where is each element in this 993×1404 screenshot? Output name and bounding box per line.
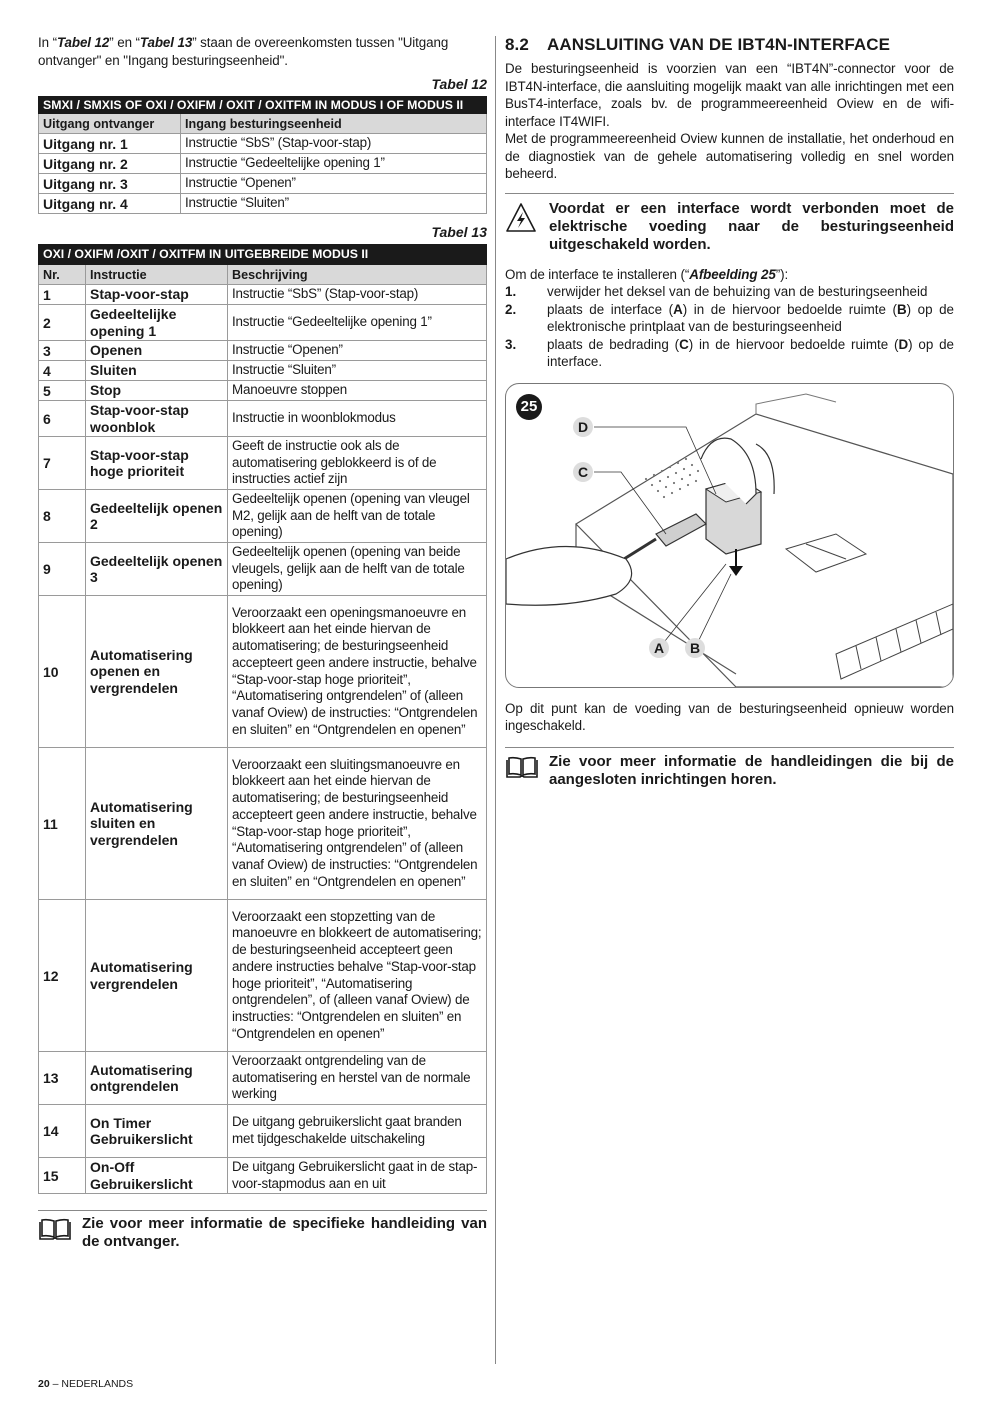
- install-step-text-part: ) in de hiervoor bedoelde ruimte (: [682, 301, 897, 317]
- table-row: [39, 1158, 487, 1194]
- table-row: [39, 305, 487, 341]
- table13-instruction-cell: Stap-voor-stap hoge prioriteit: [86, 437, 228, 490]
- table13-instruction-cell: Stap-voor-stap woonblok: [86, 401, 228, 437]
- page-footer: [38, 1378, 133, 1390]
- install-step-key-letter: A: [673, 301, 683, 317]
- table13-description-cell: Veroorzaakt een openingsmanoeuvre en blokkeert aan het einde hiervan de automatisering; de besturingseenheid accepteert geen andere instructie, behalve “Stap-voor-stap hoge prioriteit”, “Automatisering ontgrendelen” of (alleen vanaf Oview) de instructies: “Ontgrendelen en sluiten” en “Ontgrendelen en openen”: [228, 596, 487, 748]
- table12-output-cell: Uitgang nr. 4: [39, 194, 181, 214]
- table13-instruction-cell: Automatisering vergrendelen: [86, 900, 228, 1052]
- table13-header-instruction: Instructie: [86, 265, 228, 285]
- install-steps: [505, 283, 954, 371]
- table13-description-cell: Manoeuvre stoppen: [228, 381, 487, 401]
- table13-description-cell: Veroorzaakt een stopzetting van de manoeuvre en blokkeert de automatisering; de besturingseenheid accepteert geen andere instructies behalve “Stap-voor-stap hoge prioriteit”, “Automatisering ontgrendelen”, of (alleen vanaf Oview) de instructies: “Ontgrendelen en sluiten” en “Ontgrendelen en openen”: [228, 900, 487, 1052]
- table13-reference: Tabel 13: [139, 35, 193, 50]
- install-step-key-letter: B: [896, 301, 907, 317]
- install-step-text-part: ) in de hiervoor bedoelde ruimte (: [688, 336, 899, 352]
- table13-nr-cell: 14: [39, 1105, 86, 1158]
- table13-nr-cell: 7: [39, 437, 86, 490]
- table13-instruction-cell: Sluiten: [86, 361, 228, 381]
- intro-paragraph: [38, 34, 487, 70]
- book-icon: [505, 753, 541, 789]
- left-column: [38, 34, 487, 1251]
- table12-reference: Tabel 12: [56, 35, 110, 50]
- table13-instruction-cell: Gedeeltelijk openen 3: [86, 543, 228, 596]
- note-left: [38, 1210, 487, 1251]
- warning-note: [505, 193, 954, 254]
- table13: [38, 244, 487, 1194]
- install-step: [505, 283, 954, 301]
- install-step-key-letter: C: [679, 336, 689, 352]
- table13-nr-cell: 8: [39, 490, 86, 543]
- table-row: [39, 341, 487, 361]
- figure-label-b: B: [685, 638, 705, 658]
- section-number: 8.2: [505, 35, 529, 54]
- table12-output-cell: Uitgang nr. 1: [39, 134, 181, 154]
- install-step: [505, 336, 954, 371]
- table-row: [39, 194, 487, 214]
- intro-text: ” en “: [109, 35, 140, 50]
- table13-instruction-cell: Automatisering openen en vergrendelen: [86, 596, 228, 748]
- table-row: [39, 401, 487, 437]
- figure-label-a: A: [649, 638, 669, 658]
- table-row: [39, 1052, 487, 1105]
- install-lead-text: ”):: [775, 266, 789, 282]
- install-lead-text: Om de interface te installeren (“: [505, 266, 690, 282]
- figure-25: [505, 383, 954, 688]
- column-divider: [495, 36, 496, 1364]
- table12-input-cell: Instructie “Openen”: [181, 174, 487, 194]
- intro-text: ” staan de overeenkomsten tussen "Uitgang ontvanger" en "Ingang besturingseenheid".: [38, 35, 449, 68]
- table-row: [39, 490, 487, 543]
- table13-description-cell: De uitgang Gebruikerslicht gaat in de stap-voor-stapmodus aan en uit: [228, 1158, 487, 1194]
- table13-instruction-cell: Openen: [86, 341, 228, 361]
- table13-description-cell: Instructie “Sluiten”: [228, 361, 487, 381]
- install-step-text-part: ) op de elektronische printplaat van de besturingseenheid: [547, 301, 954, 334]
- figure-number-badge: 25: [516, 394, 542, 420]
- table13-instruction-cell: Gedeeltelijke opening 1: [86, 305, 228, 341]
- table12-header-input: Ingang besturingseenheid: [181, 114, 487, 134]
- note-right-text: Zie voor meer informatie de handleidingen die bij de aangesloten inrichtingen horen.: [549, 752, 954, 788]
- right-column: [505, 34, 954, 789]
- install-step: [505, 301, 954, 336]
- install-step-number: 3.: [505, 336, 517, 352]
- table-row: [39, 543, 487, 596]
- install-step-number: 1.: [505, 284, 517, 299]
- install-step-number: 2.: [505, 301, 517, 317]
- install-step-text: [547, 336, 954, 371]
- intro-text: In “: [38, 35, 57, 50]
- table-row: [39, 154, 487, 174]
- note-right: [505, 747, 954, 789]
- table13-description-cell: Instructie in woonblokmodus: [228, 401, 487, 437]
- table13-nr-cell: 12: [39, 900, 86, 1052]
- table13-instruction-cell: Gedeeltelijk openen 2: [86, 490, 228, 543]
- section-paragraph-1: De besturingseenheid is voorzien van een “IBT4N”-connector voor de IBT4N-interface, die aansluiting mogelijk maakt van alle inrichtingen met een BusT4-interface, zoals bv. de programmeereenheid Oview en de wifi-interface IT4WIFI.: [505, 61, 954, 129]
- footer-language: NEDERLANDS: [61, 1378, 134, 1390]
- warning-lightning-icon: [505, 200, 541, 254]
- table-row: [39, 596, 487, 748]
- footer-separator: –: [49, 1378, 62, 1390]
- table13-description-cell: Gedeeltelijk openen (opening van beide vleugels, gelijk aan de helft van de totale opening): [228, 543, 487, 596]
- table13-instruction-cell: Stop: [86, 381, 228, 401]
- table12-output-cell: Uitgang nr. 2: [39, 154, 181, 174]
- figure-label-c: C: [573, 462, 593, 482]
- table13-description-cell: Instructie “SbS” (Stap-voor-stap): [228, 285, 487, 305]
- section-title: AANSLUITING VAN DE IBT4N-INTERFACE: [547, 35, 891, 54]
- table13-nr-cell: 11: [39, 748, 86, 900]
- page-number: 20: [38, 1378, 50, 1390]
- install-step-text: [547, 301, 954, 336]
- table13-description-cell: Instructie “Gedeeltelijke opening 1”: [228, 305, 487, 341]
- table13-nr-cell: 5: [39, 381, 86, 401]
- figure-label-d: D: [573, 417, 593, 437]
- table13-nr-cell: 13: [39, 1052, 86, 1105]
- section-paragraph-2: Met de programmeereenheid Oview kunnen de installatie, het onderhoud en de diagnostiek van de gehele automatisering volledig en snel worden beheerd.: [505, 131, 954, 181]
- table13-description-cell: De uitgang gebruikerslicht gaat branden met tijdgeschakelde uitschakeling: [228, 1105, 487, 1158]
- section-heading: [505, 34, 954, 56]
- install-step-text: [547, 283, 954, 301]
- table12-title: SMXI / SMXIS OF OXI / OXIFM / OXIT / OXITFM IN MODUS I OF MODUS II: [39, 97, 487, 114]
- table13-nr-cell: 2: [39, 305, 86, 341]
- table13-instruction-cell: Stap-voor-stap: [86, 285, 228, 305]
- table-row: [39, 285, 487, 305]
- table13-title: OXI / OXIFM /OXIT / OXITFM IN UITGEBREIDE MODUS II: [39, 245, 487, 265]
- table13-nr-cell: 15: [39, 1158, 86, 1194]
- table13-nr-cell: 10: [39, 596, 86, 748]
- table13-caption: Tabel 13: [431, 224, 487, 240]
- install-lead: [505, 266, 954, 284]
- table13-description-cell: Gedeeltelijk openen (opening van vleugel M2, gelijk aan de helft van de totale opening): [228, 490, 487, 543]
- table13-nr-cell: 1: [39, 285, 86, 305]
- table-row: [39, 134, 487, 154]
- figure-reference: Afbeelding 25: [689, 266, 776, 282]
- table12-input-cell: Instructie “Gedeeltelijke opening 1”: [181, 154, 487, 174]
- table13-description-cell: Instructie “Openen”: [228, 341, 487, 361]
- table-row: [39, 1105, 487, 1158]
- install-step-text-part: ) op de interface.: [547, 336, 954, 369]
- table13-nr-cell: 9: [39, 543, 86, 596]
- install-step-text-part: plaats de interface (: [547, 301, 674, 317]
- warning-text: Voordat er een interface wordt verbonden moet de elektrische voeding naar de besturingseenheid uitgeschakeld worden.: [549, 199, 954, 253]
- table-row: [39, 900, 487, 1052]
- table13-description-cell: Geeft de instructie ook als de automatisering geblokkeerd is of de instructies actief zijn: [228, 437, 487, 490]
- table12-output-cell: Uitgang nr. 3: [39, 174, 181, 194]
- table13-nr-cell: 6: [39, 401, 86, 437]
- install-step-key-letter: D: [898, 336, 909, 352]
- table-row: [39, 437, 487, 490]
- book-icon: [38, 1215, 74, 1251]
- install-step-text-part: plaats de bedrading (: [547, 336, 680, 352]
- table13-description-cell: Veroorzaakt ontgrendeling van de automatisering en herstel van de normale werking: [228, 1052, 487, 1105]
- table-row: [39, 381, 487, 401]
- table13-instruction-cell: On Timer Gebruikerslicht: [86, 1105, 228, 1158]
- table12-input-cell: Instructie “SbS” (Stap-voor-stap): [181, 134, 487, 154]
- table13-header-nr: Nr.: [39, 265, 86, 285]
- table13-description-cell: Veroorzaakt een sluitingsmanoeuvre en blokkeert aan het einde hiervan de automatisering; de besturingseenheid accepteert geen andere instructie, behalve “Stap-voor-stap hoge prioriteit”, “Automatisering ontgrendelen” of (alleen vanaf Oview) de instructies: “Ontgrendelen en sluiten” en “Ontgrendelen en openen”: [228, 748, 487, 900]
- table13-header-description: Beschrijving: [228, 265, 487, 285]
- after-figure-paragraph: Op dit punt kan de voeding van de besturingseenheid opnieuw worden ingeschakeld.: [505, 700, 954, 733]
- note-left-text: Zie voor meer informatie de specifieke handleiding van de ontvanger.: [82, 1215, 487, 1250]
- table13-instruction-cell: Automatisering ontgrendelen: [86, 1052, 228, 1105]
- table12-caption: Tabel 12: [431, 76, 487, 92]
- table13-instruction-cell: Automatisering sluiten en vergrendelen: [86, 748, 228, 900]
- table12-header-output: Uitgang ontvanger: [39, 114, 181, 134]
- table13-nr-cell: 4: [39, 361, 86, 381]
- table-row: [39, 361, 487, 381]
- table-row: [39, 174, 487, 194]
- table13-nr-cell: 3: [39, 341, 86, 361]
- install-step-text-part: verwijder het deksel van de behuizing van de besturingseenheid: [547, 284, 928, 299]
- table12: [38, 96, 487, 214]
- table12-input-cell: Instructie “Sluiten”: [181, 194, 487, 214]
- table13-instruction-cell: On-Off Gebruikerslicht: [86, 1158, 228, 1194]
- table-row: [39, 748, 487, 900]
